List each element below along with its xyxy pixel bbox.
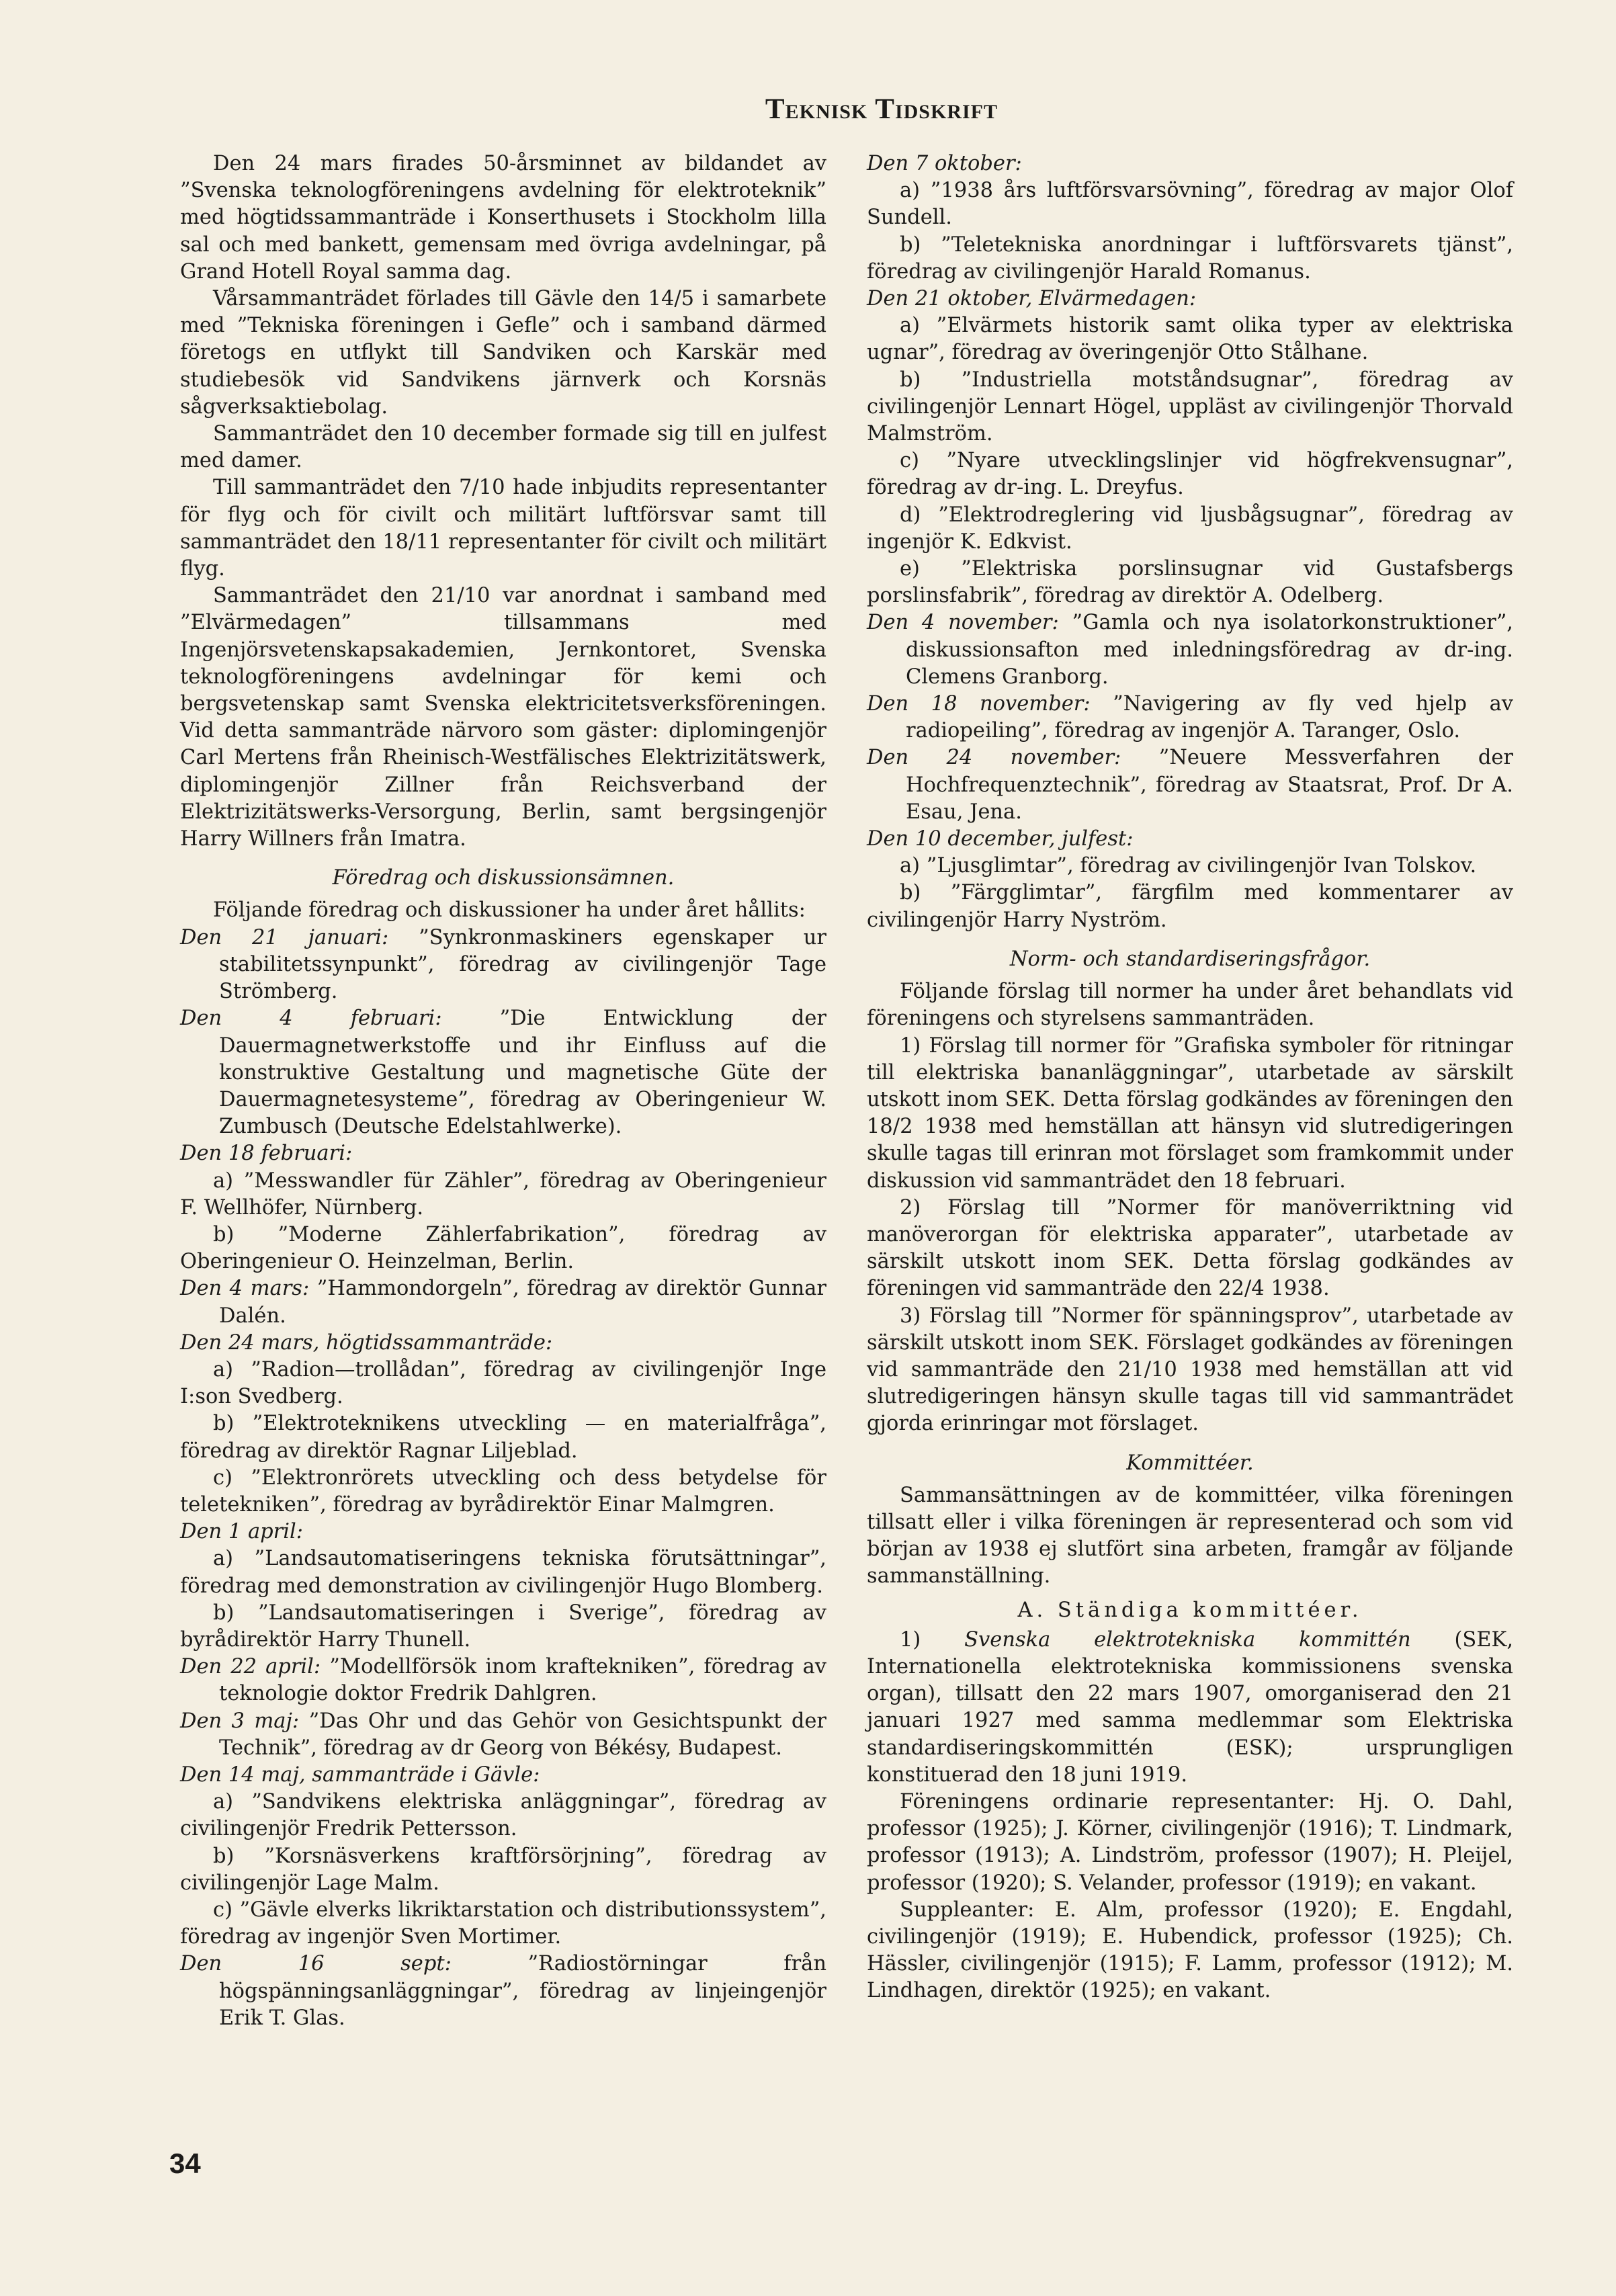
paragraph: Sammansättningen av de kommittéer, vilka föreningen tillsatt eller i vilka föreningen är representerad och som vid början av 1938 ej slutfört sina arbeten, framgår av följande sammanställning. bbox=[867, 1483, 1513, 1588]
entry-date: Den 16 sept: bbox=[180, 1952, 452, 1976]
lecture-subitem: d) ”Elektrodreglering vid ljusbågsugnar”, föredrag av ingenjör K. Edkvist. bbox=[867, 503, 1513, 554]
lecture-entry bbox=[180, 1005, 826, 1140]
subsection-heading: A. Ständiga kommittéer. bbox=[1017, 1598, 1363, 1622]
entry-date: Den 4 mars: bbox=[180, 1277, 310, 1301]
entry-date: Den 3 maj: bbox=[180, 1709, 300, 1733]
lecture-entry bbox=[180, 1140, 826, 1167]
entry-date: Den 14 maj, sammanträde i Gävle: bbox=[180, 1762, 540, 1787]
lecture-entry bbox=[867, 826, 1513, 853]
left-column bbox=[180, 151, 826, 2032]
section-heading: Kommittéer. bbox=[1126, 1451, 1254, 1475]
section-heading: Norm- och standardiseringsfrågor. bbox=[1009, 947, 1371, 971]
lecture-subitem: b) ”Landsautomatiseringen i Sverige”, föredrag av byrådirektör Harry Thunell. bbox=[180, 1601, 826, 1652]
journal-masthead: Teknisk Tidskrift bbox=[765, 93, 998, 125]
entry-text: ”Navigering av fly ved hjelp av radiopeiling”, föredrag av ingenjör A. Taranger, Oslo. bbox=[906, 692, 1513, 743]
paragraph: Till sammanträdet den 7/10 hade inbjudits representanter för flyg och för civilt och militärt luftförsvar samt till sammanträdet den 18/11 representanter för civilt och militärt flyg. bbox=[180, 476, 826, 581]
lecture-entry bbox=[867, 691, 1513, 745]
lecture-subitem: b) ”Teletekniska anordningar i luftförsvarets tjänst”, föredrag av civilingenjör Harald Romanus. bbox=[867, 232, 1513, 284]
lecture-entry bbox=[867, 609, 1513, 691]
lecture-subitem: a) ”Landsautomatiseringens tekniska förutsättningar”, föredrag med demonstration av civilingenjör Hugo Blomberg. bbox=[180, 1547, 826, 1598]
entry-date: Den 4 februari: bbox=[180, 1007, 442, 1031]
lecture-entry bbox=[867, 286, 1513, 312]
lecture-entry bbox=[180, 1275, 826, 1329]
entry-date: Den 18 februari: bbox=[180, 1142, 353, 1166]
item-number: 1) bbox=[900, 1627, 965, 1652]
lecture-subitem: a) ”1938 års luftförsvarsövning”, föredrag av major Olof Sundell. bbox=[867, 179, 1513, 230]
entry-text: ”Gamla och nya isolatorkonstruktioner”, diskussionsafton med inledningsföredrag av dr-ing. Clemens Granborg. bbox=[906, 611, 1513, 689]
entry-date: Den 21 oktober, Elvärmedagen: bbox=[867, 287, 1197, 311]
right-column bbox=[867, 151, 1513, 2005]
paragraph: Följande förslag till normer ha under året behandlats vid föreningens och styrelsens sammanträden. bbox=[867, 980, 1513, 1031]
lecture-entry bbox=[180, 1330, 826, 1357]
paragraph: 3) Förslag till ”Normer för spänningsprov”, utarbetade av särskilt utskott inom SEK. Förslaget godkändes av föreningen vid sammanträde den 21/10 1938 med hemställan att vid slutredigeringen hänsyn skulle tagas till vid sammanträdet gjorda erinringar mot förslaget. bbox=[867, 1304, 1513, 1436]
entry-date: Den 22 april: bbox=[180, 1655, 321, 1679]
entry-text: ”Die Entwicklung der Dauermagnetwerkstoffe und ihr Einfluss auf die konstruktive Gestaltung und magnetische Güte der Dauermagnetesysteme”, föredrag av Oberingenieur W. Zumbusch (Deutsche Edelstahlwerke). bbox=[219, 1007, 826, 1139]
section-heading: Föredrag och diskussionsämnen. bbox=[332, 866, 675, 890]
paragraph-text: (SEK, Internationella elektrotekniska kommissionens svenska organ), tillsatt den 22 mars 1907, omorganiserad den 21 januari 1927 med samma medlemmar som Elektriska standardiseringskommittén (ESK); ursprungligen konstituerad den 18 juni 1919. bbox=[867, 1627, 1514, 1787]
lecture-subitem: b) ”Färgglimtar”, färgfilm med kommentarer av civilingenjör Harry Nyström. bbox=[867, 881, 1513, 932]
lecture-entry bbox=[180, 1654, 826, 1707]
lecture-subitem: a) ”Radion—trollådan”, föredrag av civilingenjör Inge I:son Svedberg. bbox=[180, 1357, 826, 1409]
page-number: 34 bbox=[169, 2148, 201, 2179]
paragraph: 1) Förslag till normer för ”Grafiska symboler för ritningar till elektriska bananläggningar”, utarbetade av särskilt utskott inom SEK. Detta förslag godkändes av föreningen den 18/2 1938 med hemställan att hänsyn vid slutredigeringen skulle tagas till erinran mot förslaget som framkommit under diskussion vid sammanträdet den 18 februari. bbox=[867, 1033, 1513, 1193]
lecture-subitem: b) ”Elektroteknikens utveckling — en materialfråga”, föredrag av direktör Ragnar Liljeblad. bbox=[180, 1412, 826, 1463]
entry-date: Den 10 december, julfest: bbox=[867, 827, 1134, 851]
entry-date: Den 18 november: bbox=[867, 692, 1091, 716]
lecture-entry bbox=[867, 151, 1513, 177]
lecture-subitem: b) ”Korsnäsverkens kraftförsörjning”, föredrag av civilingenjör Lage Malm. bbox=[180, 1844, 826, 1895]
entry-date: Den 4 november: bbox=[867, 611, 1059, 635]
lecture-entry bbox=[180, 1951, 826, 2032]
lecture-entry bbox=[180, 1519, 826, 1545]
lecture-subitem: c) ”Elektronrörets utveckling och dess betydelse för teletekniken”, föredrag av byrådirektör Einar Malmgren. bbox=[180, 1465, 826, 1517]
entry-date: Den 24 mars, högtidssammanträde: bbox=[180, 1330, 553, 1355]
entry-date: Den 21 januari: bbox=[180, 925, 389, 949]
entry-text: ”Hammondorgeln”, föredrag av direktör Gunnar Dalén. bbox=[219, 1277, 826, 1328]
lecture-subitem: a) ”Ljusglimtar”, föredrag av civilingenjör Ivan Tolskov. bbox=[900, 854, 1477, 878]
paragraph: Sammanträdet den 21/10 var anordnat i samband med ”Elvärmedagen” tillsammans med Ingenjörsvetenskapsakademien, Jernkontoret, Svenska teknologföreningens avdelningar för kemi och bergsvetenskap samt Svenska elektricitetsverksföreningen. Vid detta sammanträde närvoro som gäster: diplomingenjör Carl Mertens från Rheinisch-Westfälisches Elektrizitätswerk, diplomingenjör Zillner från Reichsverband der Elektrizitätswerks-Versorgung, Berlin, samt bergsingenjör Harry Willners från Imatra. bbox=[180, 584, 826, 851]
lecture-subitem: a) ”Sandvikens elektriska anläggningar”, föredrag av civilingenjör Fredrik Pettersson. bbox=[180, 1790, 826, 1841]
entry-text: ”Modellförsök inom kraftekniken”, föredrag av teknologie doktor Fredrik Dahlgren. bbox=[219, 1655, 826, 1706]
paragraph: Suppleanter: E. Alm, professor (1920); E. Engdahl, civilingenjör (1919); E. Hubendick, professor (1925); Ch. Hässler, civilingenjör (1915); F. Lamm, professor (1912); M. Lindhagen, direktör (1925); en vakant. bbox=[867, 1898, 1513, 2003]
lecture-entry bbox=[180, 1762, 826, 1789]
lecture-subitem: b) ”Industriella motståndsugnar”, föredrag av civilingenjör Lennart Högel, uppläst av civilingenjör Thorvald Malmström. bbox=[867, 368, 1513, 446]
paragraph: Sammanträdet den 10 december formade sig till en julfest med damer. bbox=[180, 422, 826, 473]
committee-name: Svenska elektrotekniska kommittén bbox=[964, 1627, 1411, 1652]
lecture-entry bbox=[867, 745, 1513, 826]
paragraph: 2) Förslag till ”Normer för manöverriktning vid manöverorgan för elektriska apparater”, utarbetade av särskilt utskott inom SEK. Detta förslag godkändes av föreningen vid sammanträde den 22/4 1938. bbox=[867, 1195, 1513, 1301]
entry-text: ”Radiostörningar från högspänningsanläggningar”, föredrag av linjeingenjör Erik T. Glas. bbox=[219, 1952, 826, 2030]
entry-date: Den 7 oktober: bbox=[867, 152, 1022, 175]
paragraph bbox=[867, 1627, 1513, 1789]
lecture-subitem: a) ”Messwandler für Zähler”, föredrag av Oberingenieur F. Wellhöfer, Nürnberg. bbox=[180, 1168, 826, 1220]
lecture-entry bbox=[180, 1708, 826, 1762]
entry-date: Den 1 april: bbox=[180, 1520, 304, 1544]
paragraph: Föreningens ordinarie representanter: Hj. O. Dahl, professor (1925); J. Körner, civilingenjör (1916); T. Lindmark, professor (1913); A. Lindström, professor (1907); H. Pleijel, professor (1920); S. Velander, professor (1919); en vakant. bbox=[867, 1789, 1513, 1895]
entry-text: ”Das Ohr und das Gehör von Gesichtspunkt der Technik”, föredrag av dr Georg von Békésy, Budapest. bbox=[219, 1709, 826, 1760]
entry-date: Den 24 november: bbox=[867, 746, 1121, 770]
lecture-subitem: b) ”Moderne Zählerfabrikation”, föredrag av Oberingenieur O. Heinzelman, Berlin. bbox=[180, 1222, 826, 1274]
lecture-subitem: c) ”Gävle elverks likriktarstation och distributionssystem”, föredrag av ingenjör Sven Mortimer. bbox=[180, 1898, 826, 1949]
entry-text: ”Synkronmaskiners egenskaper ur stabilitetssynpunkt”, föredrag av civilingenjör Tage Strömberg. bbox=[219, 925, 826, 1004]
paragraph: Vårsammanträdet förlades till Gävle den 14/5 i samarbete med ”Tekniska föreningen i Gefle” och i samband därmed företogs en utflykt till Sandviken och Karskär med studiebesök vid Sandvikens järnverk och Korsnäs sågverksaktiebolag. bbox=[180, 287, 826, 419]
lecture-entry bbox=[180, 925, 826, 1006]
lecture-subitem: a) ”Elvärmets historik samt olika typer av elektriska ugnar”, föredrag av överingenjör Otto Stålhane. bbox=[867, 314, 1513, 365]
entry-text: ”Neuere Messverfahren der Hochfrequenztechnik”, föredrag av Staatsrat, Prof. Dr A. Esau, Jena. bbox=[906, 746, 1513, 824]
paragraph: Den 24 mars firades 50-årsminnet av bildandet av ”Svenska teknologföreningens avdelning för elektroteknik” med högtidssammanträde i Konserthusets i Stockholm lilla sal och med bankett, gemensam med övriga avdelningar, på Grand Hotell Royal samma dag. bbox=[180, 152, 826, 284]
lecture-subitem: e) ”Elektriska porslinsugnar vid Gustafsbergs porslinsfabrik”, föredrag av direktör A. Odelberg. bbox=[867, 557, 1513, 608]
lecture-subitem: c) ”Nyare utvecklingslinjer vid högfrekvensugnar”, föredrag av dr-ing. L. Dreyfus. bbox=[867, 449, 1513, 500]
paragraph: Följande föredrag och diskussioner ha under året hållits: bbox=[213, 898, 806, 923]
